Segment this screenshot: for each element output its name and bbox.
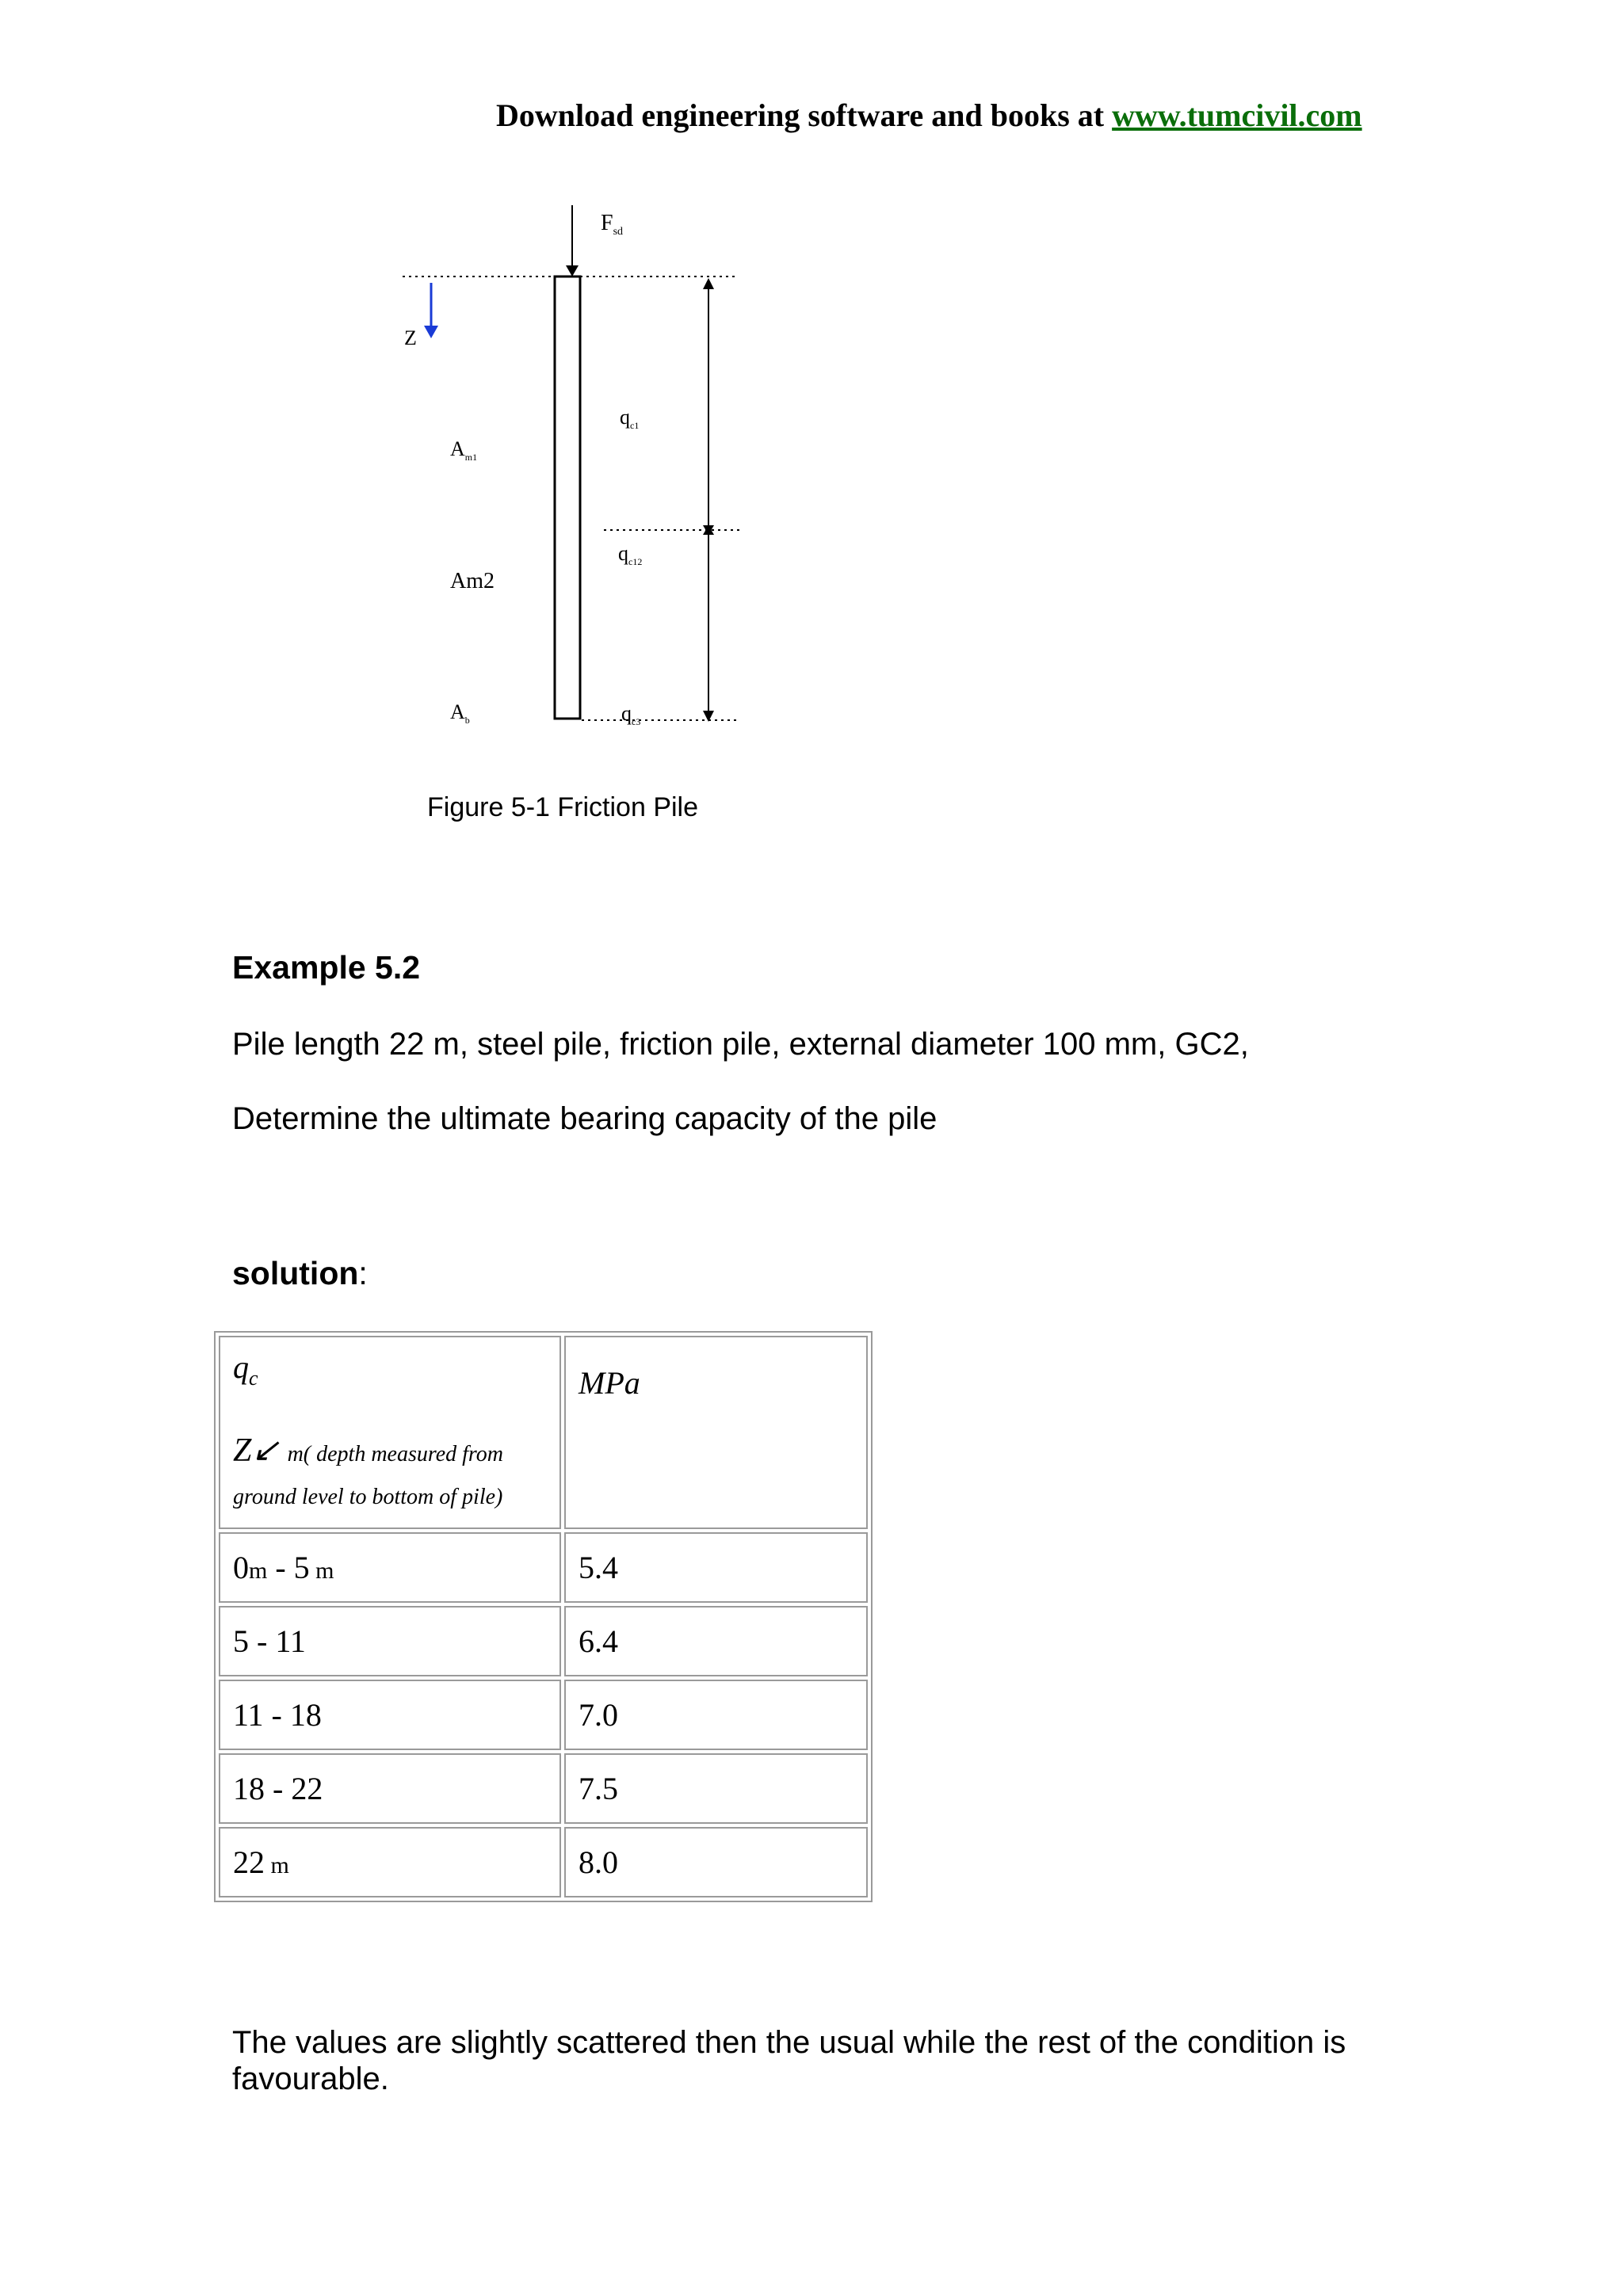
header-depth-cell <box>219 1336 561 1529</box>
example-title: Example 5.2 <box>232 949 421 986</box>
header-unit: MPa <box>579 1365 640 1401</box>
friction-pile-figure <box>388 194 753 741</box>
table-row <box>219 1532 868 1603</box>
z-arrowhead <box>424 326 438 338</box>
qc3-label: $q_{c3}$ <box>621 702 641 727</box>
solution-label: solution <box>232 1255 359 1291</box>
qc1-label: $q_{c1}$ <box>620 406 640 431</box>
force-arrowhead <box>566 265 579 277</box>
header-note-2: ground level to bottom of pile) <box>233 1484 503 1509</box>
am2-label: Am2 <box>450 569 495 593</box>
header-z: Z <box>233 1432 252 1469</box>
figure-caption: Figure 5-1 Friction Pile <box>427 792 699 822</box>
header-note-1: m( depth measured from <box>287 1441 504 1466</box>
closing-paragraph: The values are slightly scattered then the usual while the rest of the condition is favourable. <box>232 2025 1346 2096</box>
depth-cell: 11 - 18 <box>219 1680 561 1750</box>
table-header-row <box>219 1336 868 1529</box>
header-arrow-icon: ↙ <box>251 1432 280 1469</box>
pile-shaft <box>555 277 580 719</box>
z-label: Z <box>404 326 417 349</box>
dim-arrow-bottom <box>703 711 714 722</box>
ab-label: $A_b$ <box>450 700 470 726</box>
header-text: Download engineering software and books at <box>496 97 1113 133</box>
solution-heading <box>232 1255 368 1292</box>
value-cell: 7.0 <box>564 1680 868 1750</box>
depth-cell: 22 m <box>219 1827 561 1897</box>
example-line-2: Determine the ultimate bearing capacity of the pile <box>232 1101 938 1136</box>
header-qc: $q_c$ <box>233 1348 258 1390</box>
table-row <box>219 1753 868 1824</box>
page-header <box>496 97 1362 134</box>
example-line-1: Pile length 22 m, steel pile, friction pile, external diameter 100 mm, GC2, <box>232 1027 1249 1062</box>
qc2-label: $q_{c12}$ <box>618 542 643 567</box>
header-unit-cell <box>564 1336 868 1529</box>
depth-cell: 5 - 11 <box>219 1606 561 1676</box>
table-row <box>219 1606 868 1676</box>
table-row <box>219 1680 868 1750</box>
value-cell: 6.4 <box>564 1606 868 1676</box>
force-label: $F_{sd}$ <box>601 211 624 238</box>
depth-cell: 18 - 22 <box>219 1753 561 1824</box>
qc-table <box>214 1331 873 1902</box>
header-link[interactable]: www.tumcivil.com <box>1112 97 1362 133</box>
dim-arrow-top <box>703 278 714 289</box>
value-cell: 5.4 <box>564 1532 868 1603</box>
depth-cell: 0m - 5 m <box>219 1532 561 1603</box>
table-row <box>219 1827 868 1897</box>
value-cell: 7.5 <box>564 1753 868 1824</box>
value-cell: 8.0 <box>564 1827 868 1897</box>
solution-colon: : <box>358 1255 368 1291</box>
am1-label: $A_{m1}$ <box>450 437 478 463</box>
